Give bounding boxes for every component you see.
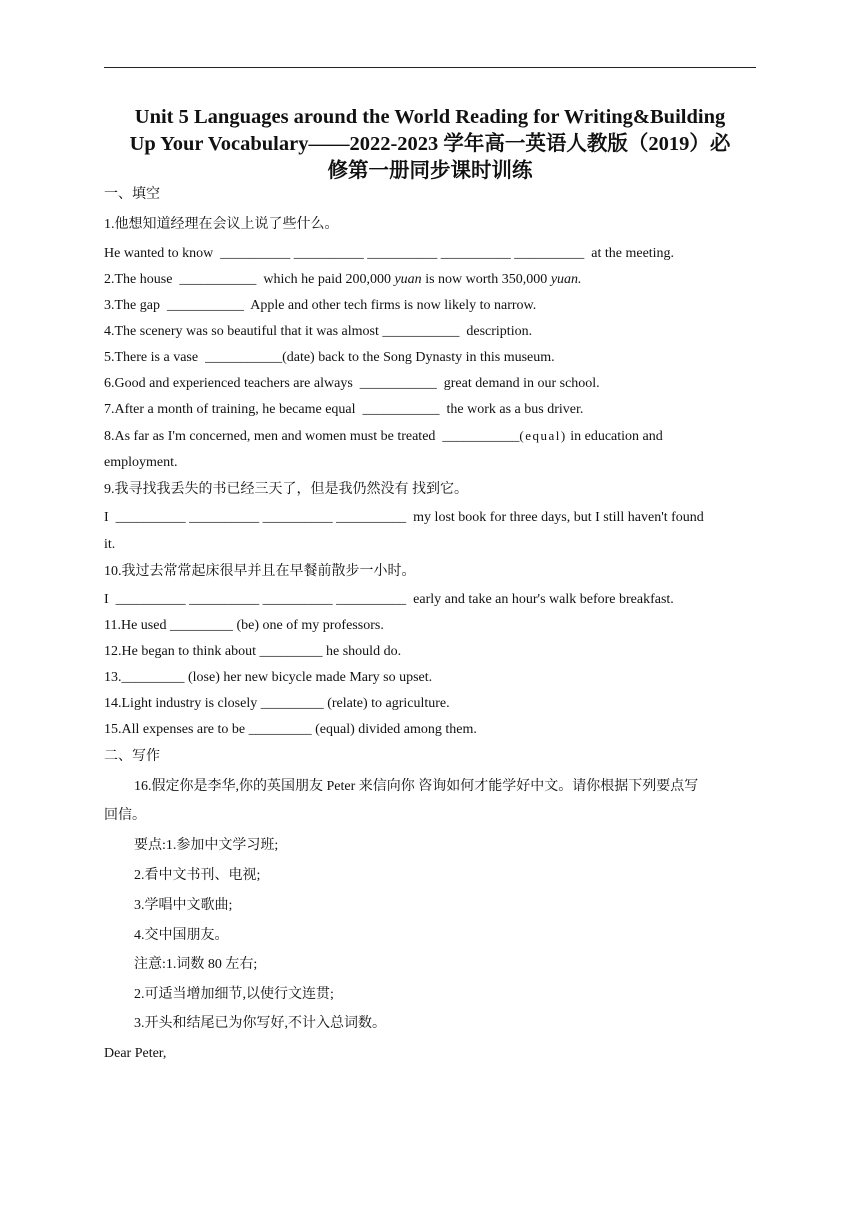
question-9-chinese: 9.我寻找我丢失的书已经三天了，但是我仍然没有 找到它。 (104, 482, 468, 497)
question-3: 3.The gap ___________ Apple and other tech firms is now likely to narrow. (104, 298, 537, 313)
question-5: 5.There is a vase ___________(date) back to the Song Dynasty in this museum. (104, 350, 555, 365)
question-2-part-b: is now worth 350,000 (421, 272, 551, 287)
question-13: 13._________ (lose) her new bicycle made Mary so upset. (104, 670, 433, 685)
question-8-continuation: employment. (104, 455, 178, 470)
question-10-chinese: 10.我过去常常起床很早并且在早餐前散步一小时。 (104, 564, 416, 579)
question-6: 6.Good and experienced teachers are always ___________ great demand in our school. (104, 376, 600, 391)
writing-note-1: 注意:1.词数 80 左右; (134, 957, 258, 972)
document-title (104, 104, 756, 185)
question-9-english: I __________ __________ __________ __________ my lost book for three days, but I still haven't found (104, 510, 704, 525)
writing-point-2: 2.看中文书刊、电视; (134, 868, 261, 883)
question-10-english: I __________ __________ __________ __________ early and take an hour's walk before breakfast. (104, 592, 674, 607)
title-line-3: 修第一册同步课时训练 (327, 160, 533, 182)
writing-prompt: 16.假定你是李华,你的英国朋友 Peter 来信向你 咨询如何才能学好中文。请你根据下列要点写 (134, 779, 699, 794)
question-2-part-a: 2.The house ___________ which he paid 200,000 (104, 272, 395, 287)
writing-note-3: 3.开头和结尾已为你写好,不计入总词数。 (134, 1016, 386, 1031)
writing-point-1: 要点:1.参加中文学习班; (134, 838, 279, 853)
question-1-english: He wanted to know __________ __________ __________ __________ __________ at the meeting. (104, 246, 675, 261)
question-12: 12.He began to think about _________ he should do. (104, 644, 402, 659)
writing-point-3: 3.学唱中文歌曲; (134, 898, 233, 913)
question-8-part-a: 8.As far as I'm concerned, men and women must be treated ___________ (104, 429, 520, 444)
header-rule (104, 67, 756, 68)
title-line-2: Up Your Vocabulary——2022-2023 学年高一英语人教版（2019）必 (129, 133, 731, 155)
question-2 (104, 271, 764, 289)
question-2-yuan-1: yuan (394, 272, 422, 287)
question-4: 4.The scenery was so beautiful that it was almost ___________ description. (104, 324, 533, 339)
question-2-yuan-2: yuan. (550, 272, 582, 287)
section-writing-heading: 二、写作 (104, 749, 160, 764)
section-fill-in-heading: 一、填空 (104, 187, 160, 202)
writing-note-2: 2.可适当增加细节,以使行文连贯; (134, 987, 334, 1002)
question-8-hint: (equal) (519, 428, 567, 443)
question-8 (104, 427, 764, 446)
writing-prompt-continuation: 回信。 (104, 808, 146, 823)
letter-salutation: Dear Peter, (104, 1046, 167, 1061)
question-8-part-c: in education and (566, 429, 663, 444)
question-1-chinese: 1.他想知道经理在会议上说了些什么。 (104, 217, 339, 232)
question-9-continuation: it. (104, 537, 116, 552)
title-line-1: Unit 5 Languages around the World Reading for Writing&Building (134, 106, 726, 128)
question-7: 7.After a month of training, he became equal ___________ the work as a bus driver. (104, 402, 584, 417)
question-15: 15.All expenses are to be _________ (equal) divided among them. (104, 722, 477, 737)
question-14: 14.Light industry is closely _________ (relate) to agriculture. (104, 696, 450, 711)
question-11: 11.He used _________ (be) one of my professors. (104, 618, 384, 633)
writing-point-4: 4.交中国朋友。 (134, 928, 229, 943)
